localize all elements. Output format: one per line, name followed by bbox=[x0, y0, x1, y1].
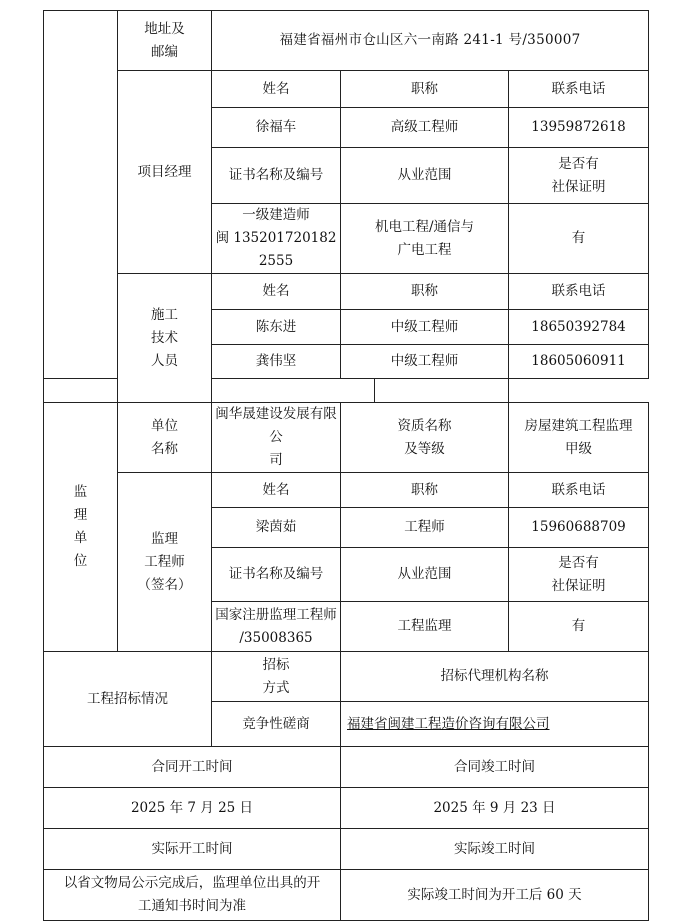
se-name: 梁茵茹 bbox=[212, 508, 341, 548]
pm-header-cert: 证书名称及编号 bbox=[212, 148, 341, 204]
pm-header-scope: 从业范围 bbox=[341, 148, 509, 204]
bidding-method-value: 竞争性磋商 bbox=[212, 702, 341, 747]
qualification-value: 房屋建筑工程监理 甲级 bbox=[509, 403, 649, 473]
pm-cert: 一级建造师 闽 1352017201822555 bbox=[212, 204, 341, 274]
tech-header-title: 职称 bbox=[341, 274, 509, 310]
supervision-engineer-label: 监理 工程师 （签名） bbox=[118, 473, 212, 652]
contract-start-date: 2025 年 7 月 25 日 bbox=[44, 788, 341, 829]
pm-header-name: 姓名 bbox=[212, 71, 341, 108]
pm-header-social: 是否有 社保证明 bbox=[509, 148, 649, 204]
tech-row-name: 陈东进 bbox=[212, 310, 341, 345]
pm-header-phone: 联系电话 bbox=[509, 71, 649, 108]
se-social: 有 bbox=[509, 602, 649, 652]
contract-end-date: 2025 年 9 月 23 日 bbox=[341, 788, 649, 829]
actual-end-label: 实际竣工时间 bbox=[341, 829, 649, 870]
bidding-agency-label: 招标代理机构名称 bbox=[341, 652, 649, 702]
se-header-title: 职称 bbox=[341, 473, 509, 508]
tech-label: 施工 技术 人员 bbox=[118, 274, 212, 403]
se-scope: 工程监理 bbox=[341, 602, 509, 652]
address-value: 福建省福州市仓山区六一南路 241-1 号/350007 bbox=[212, 11, 649, 71]
actual-start-note: 以省文物局公示完成后，监理单位出具的开 工通知书时间为准 bbox=[44, 870, 341, 921]
contract-start-label: 合同开工时间 bbox=[44, 747, 341, 788]
pm-label: 项目经理 bbox=[118, 71, 212, 274]
qualification-label: 资质名称 及等级 bbox=[341, 403, 509, 473]
supervision-unit-name: 闽华晟建设发展有限公 司 bbox=[212, 403, 341, 473]
tech-header-name: 姓名 bbox=[212, 274, 341, 310]
bidding-method-label: 招标 方式 bbox=[212, 652, 341, 702]
tech-row-name: 龚伟坚 bbox=[212, 345, 341, 379]
se-header-cert: 证书名称及编号 bbox=[212, 548, 341, 602]
se-phone: 15960688709 bbox=[509, 508, 649, 548]
address-label: 地址及 邮编 bbox=[118, 11, 212, 71]
contract-end-label: 合同竣工时间 bbox=[341, 747, 649, 788]
tech-row-empty-title bbox=[212, 379, 375, 403]
pm-header-title: 职称 bbox=[341, 71, 509, 108]
actual-end-note: 实际竣工时间为开工后 60 天 bbox=[341, 870, 649, 921]
pm-phone: 13959872618 bbox=[509, 108, 649, 148]
pm-social: 有 bbox=[509, 204, 649, 274]
supervision-unit-label: 单位 名称 bbox=[118, 403, 212, 473]
construction-section-label bbox=[44, 11, 118, 379]
tech-row-empty-name bbox=[44, 379, 118, 403]
se-cert: 国家注册监理工程师 /35008365 bbox=[212, 602, 341, 652]
bidding-label: 工程招标情况 bbox=[44, 652, 212, 747]
se-header-phone: 联系电话 bbox=[509, 473, 649, 508]
tech-row-phone: 18650392784 bbox=[509, 310, 649, 345]
se-header-name: 姓名 bbox=[212, 473, 341, 508]
se-title: 工程师 bbox=[341, 508, 509, 548]
tech-header-phone: 联系电话 bbox=[509, 274, 649, 310]
actual-start-label: 实际开工时间 bbox=[44, 829, 341, 870]
tech-row-title: 中级工程师 bbox=[341, 345, 509, 379]
pm-scope: 机电工程/通信与 广电工程 bbox=[341, 204, 509, 274]
tech-row-title: 中级工程师 bbox=[341, 310, 509, 345]
tech-row-phone: 18605060911 bbox=[509, 345, 649, 379]
tech-row-empty-phone bbox=[375, 379, 509, 403]
pm-name: 徐福车 bbox=[212, 108, 341, 148]
pm-title: 高级工程师 bbox=[341, 108, 509, 148]
se-header-scope: 从业范围 bbox=[341, 548, 509, 602]
supervision-section-label: 监 理 单 位 bbox=[44, 403, 118, 652]
bidding-agency-value: 福建省闽建工程造价咨询有限公司 bbox=[341, 702, 649, 747]
se-header-social: 是否有 社保证明 bbox=[509, 548, 649, 602]
project-info-table bbox=[43, 10, 649, 921]
